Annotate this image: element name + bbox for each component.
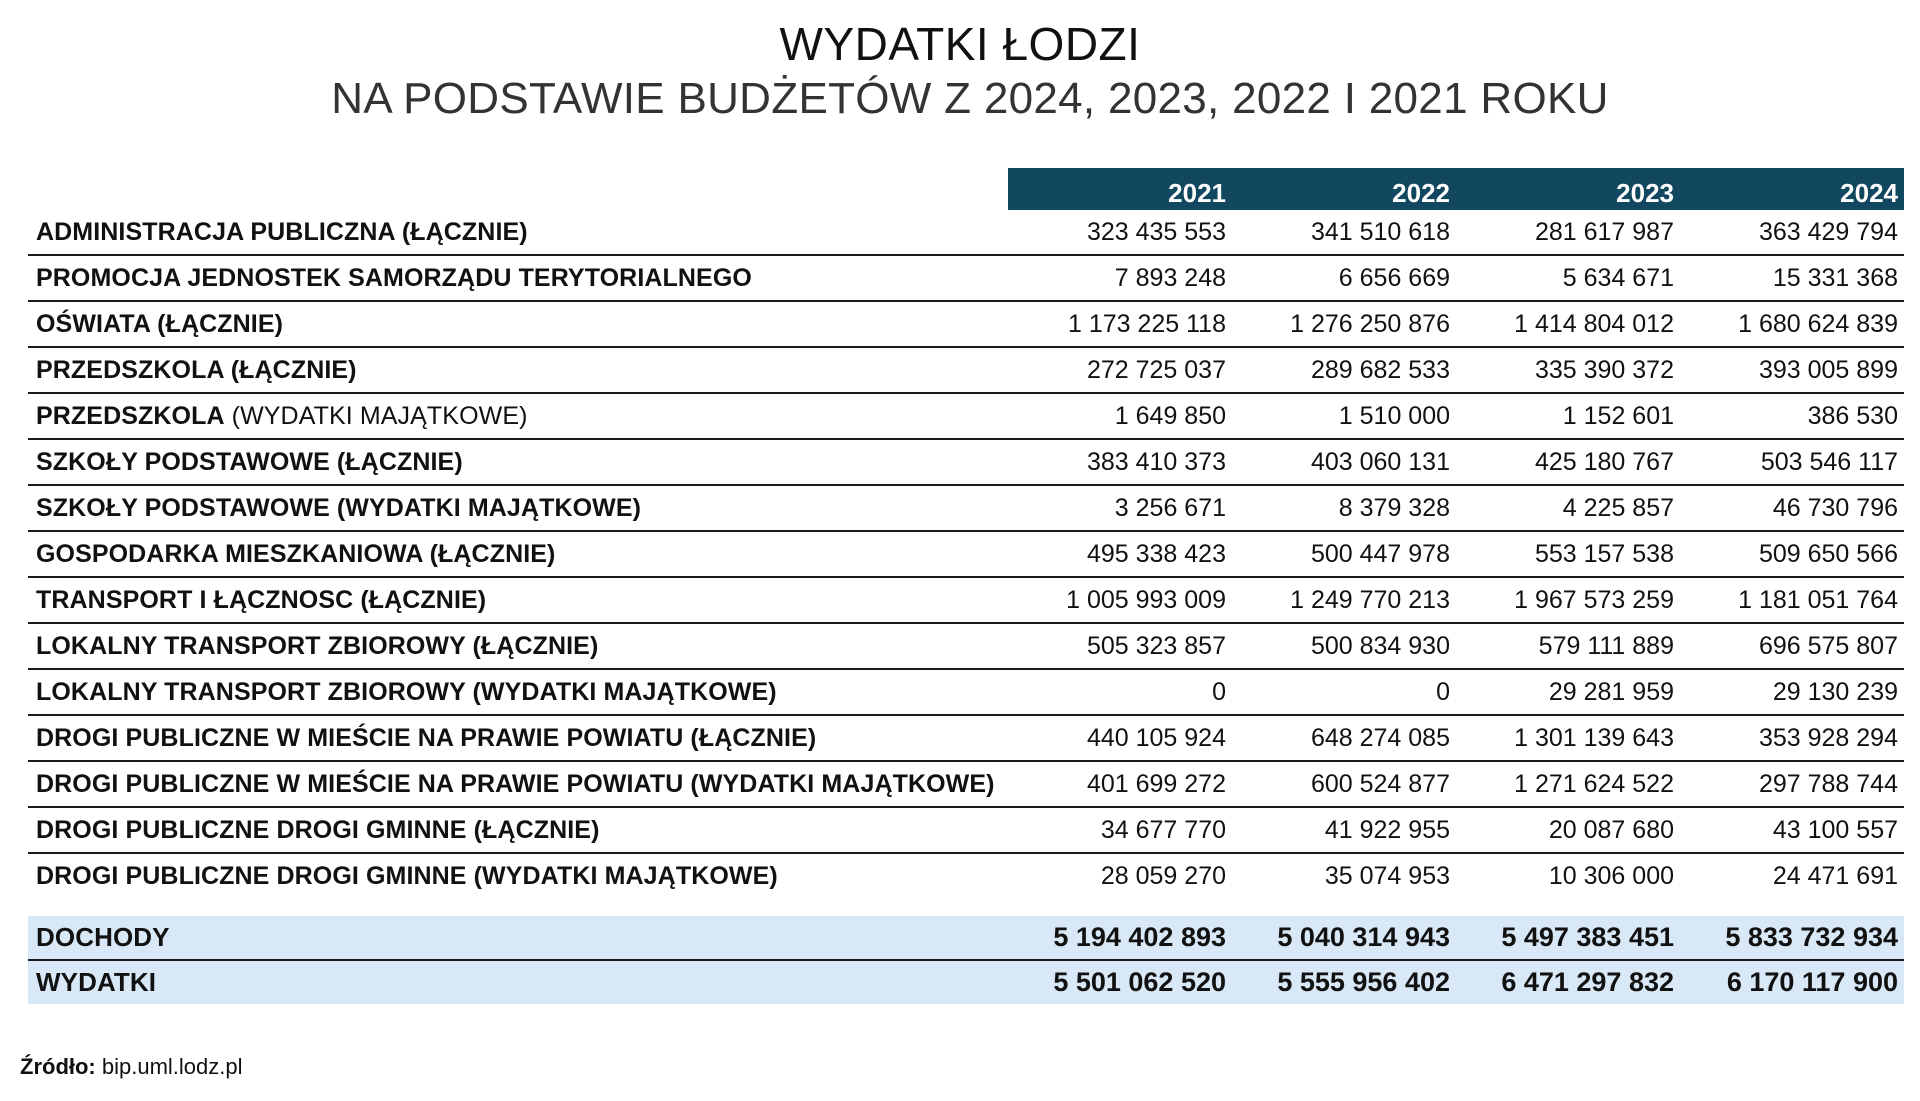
row-label xyxy=(28,356,1008,385)
row-value: 579 111 889 xyxy=(1538,631,1674,660)
row-value: 363 429 794 xyxy=(1758,217,1898,246)
row-label xyxy=(28,632,1008,661)
year-header-bar xyxy=(1008,168,1904,210)
row-value: 600 524 877 xyxy=(1310,769,1450,798)
row-value: 323 435 553 xyxy=(1086,217,1226,246)
row-value: 4 225 857 xyxy=(1562,493,1674,522)
summary-label: WYDATKI xyxy=(36,967,157,997)
table-row xyxy=(28,210,1904,256)
row-label xyxy=(28,402,1008,431)
row-label-main: LOKALNY TRANSPORT ZBIOROWY (ŁĄCZNIE) xyxy=(36,631,599,660)
summary-value: 5 833 732 934 xyxy=(1725,922,1898,952)
row-value: 3 256 671 xyxy=(1114,493,1226,522)
row-value: 335 390 372 xyxy=(1534,355,1674,384)
year-header: 2024 xyxy=(1840,177,1898,208)
table-body xyxy=(28,210,1904,898)
row-value: 1 005 993 009 xyxy=(1066,585,1226,614)
row-label-main: ADMINISTRACJA PUBLICZNA (ŁĄCZNIE) xyxy=(36,217,528,246)
table-row xyxy=(28,486,1904,532)
table-row xyxy=(28,670,1904,716)
row-value: 1 152 601 xyxy=(1562,401,1674,430)
row-value: 1 649 850 xyxy=(1114,401,1226,430)
table-row xyxy=(28,624,1904,670)
row-value: 41 922 955 xyxy=(1324,815,1450,844)
row-value: 553 157 538 xyxy=(1534,539,1674,568)
row-label-main: PROMOCJA JEDNOSTEK SAMORZĄDU TERYTORIALNEGO xyxy=(36,263,752,292)
row-value: 403 060 131 xyxy=(1310,447,1450,476)
summary-value: 5 040 314 943 xyxy=(1277,922,1450,952)
row-value: 5 634 671 xyxy=(1562,263,1674,292)
row-label xyxy=(28,448,1008,477)
summary-value: 6 471 297 832 xyxy=(1501,967,1674,997)
row-value: 34 677 770 xyxy=(1100,815,1226,844)
expenses-table xyxy=(28,168,1904,898)
row-value: 289 682 533 xyxy=(1310,355,1450,384)
row-value: 1 680 624 839 xyxy=(1738,309,1898,338)
row-value: 1 967 573 259 xyxy=(1514,585,1674,614)
row-value: 6 656 669 xyxy=(1338,263,1450,292)
table-row xyxy=(28,440,1904,486)
row-value: 648 274 085 xyxy=(1310,723,1450,752)
row-label-main: PRZEDSZKOLA (ŁĄCZNIE) xyxy=(36,355,357,384)
row-value: 46 730 796 xyxy=(1772,493,1898,522)
row-label xyxy=(28,264,1008,293)
summary-value: 5 497 383 451 xyxy=(1501,922,1674,952)
source-value: bip.uml.lodz.pl xyxy=(95,1054,243,1079)
row-value: 28 059 270 xyxy=(1100,861,1226,890)
row-value: 35 074 953 xyxy=(1324,861,1450,890)
row-value: 281 617 987 xyxy=(1534,217,1674,246)
row-value: 440 105 924 xyxy=(1086,723,1226,752)
row-label xyxy=(28,724,1008,753)
row-label-main: SZKOŁY PODSTAWOWE (ŁĄCZNIE) xyxy=(36,447,463,476)
row-label-main: OŚWIATA (ŁĄCZNIE) xyxy=(36,309,284,338)
table-header xyxy=(28,168,1904,210)
summary-row-dochody xyxy=(28,916,1904,961)
table-row xyxy=(28,578,1904,624)
chart-subtitle: NA PODSTAWIE BUDŻETÓW Z 2024, 2023, 2022 I 2021 ROKU xyxy=(331,74,1609,123)
row-value: 8 379 328 xyxy=(1338,493,1450,522)
row-value: 0 xyxy=(1212,677,1226,706)
summary-value: 5 194 402 893 xyxy=(1053,922,1226,952)
row-label xyxy=(28,678,1008,707)
table-row xyxy=(28,808,1904,854)
row-label-main: SZKOŁY PODSTAWOWE (WYDATKI MAJĄTKOWE) xyxy=(36,493,642,522)
row-value: 509 650 566 xyxy=(1758,539,1898,568)
row-label-main: TRANSPORT I ŁĄCZNOSC (ŁĄCZNIE) xyxy=(36,585,487,614)
row-label xyxy=(28,310,1008,339)
row-label xyxy=(28,862,1008,891)
row-value: 500 447 978 xyxy=(1310,539,1450,568)
row-value: 43 100 557 xyxy=(1772,815,1898,844)
summary-block xyxy=(28,916,1904,1004)
row-label-main: LOKALNY TRANSPORT ZBIOROWY (WYDATKI MAJĄTKOWE) xyxy=(36,677,777,706)
summary-value: 5 501 062 520 xyxy=(1053,967,1226,997)
row-label xyxy=(28,218,1008,247)
row-label xyxy=(28,586,1008,615)
table-row xyxy=(28,532,1904,578)
row-value: 1 414 804 012 xyxy=(1514,309,1674,338)
row-value: 24 471 691 xyxy=(1772,861,1898,890)
table-row xyxy=(28,394,1904,440)
row-label-main: PRZEDSZKOLA xyxy=(36,401,225,430)
row-label-main: DROGI PUBLICZNE DROGI GMINNE (WYDATKI MAJĄTKOWE) xyxy=(36,861,778,890)
row-label xyxy=(28,770,1008,799)
row-value: 29 130 239 xyxy=(1772,677,1898,706)
year-header: 2021 xyxy=(1168,177,1226,208)
row-label xyxy=(28,540,1008,569)
row-label-main: DROGI PUBLICZNE DROGI GMINNE (ŁĄCZNIE) xyxy=(36,815,600,844)
row-value: 1 510 000 xyxy=(1338,401,1450,430)
row-value: 15 331 368 xyxy=(1772,263,1898,292)
table-row xyxy=(28,302,1904,348)
row-label-main: DROGI PUBLICZNE W MIEŚCIE NA PRAWIE POWIATU (ŁĄCZNIE) xyxy=(36,723,817,752)
row-value: 503 546 117 xyxy=(1760,447,1898,476)
row-value: 383 410 373 xyxy=(1086,447,1226,476)
row-value: 29 281 959 xyxy=(1548,677,1674,706)
row-value: 353 928 294 xyxy=(1758,723,1898,752)
row-value: 0 xyxy=(1436,677,1450,706)
row-value: 10 306 000 xyxy=(1548,861,1674,890)
table-row xyxy=(28,716,1904,762)
row-value: 425 180 767 xyxy=(1534,447,1674,476)
table-row xyxy=(28,854,1904,898)
row-value: 1 301 139 643 xyxy=(1514,723,1674,752)
row-value: 1 249 770 213 xyxy=(1290,585,1450,614)
row-value: 505 323 857 xyxy=(1086,631,1226,660)
year-header: 2022 xyxy=(1392,177,1450,208)
row-value: 272 725 037 xyxy=(1086,355,1226,384)
row-value: 1 276 250 876 xyxy=(1290,309,1450,338)
row-label xyxy=(28,816,1008,845)
row-label-main: DROGI PUBLICZNE W MIEŚCIE NA PRAWIE POWIATU (WYDATKI MAJĄTKOWE) xyxy=(36,769,995,798)
summary-label: DOCHODY xyxy=(36,922,170,952)
summary-row-wydatki xyxy=(28,961,1904,1004)
table-row xyxy=(28,762,1904,808)
row-value: 386 530 xyxy=(1807,401,1898,430)
row-value: 20 087 680 xyxy=(1548,815,1674,844)
chart-title: WYDATKI ŁODZI xyxy=(779,18,1141,70)
row-value: 500 834 930 xyxy=(1310,631,1450,660)
summary-value: 5 555 956 402 xyxy=(1277,967,1450,997)
row-value: 1 173 225 118 xyxy=(1067,309,1226,338)
row-value: 341 510 618 xyxy=(1310,217,1450,246)
table-row xyxy=(28,348,1904,394)
row-label-main: GOSPODARKA MIESZKANIOWA (ŁĄCZNIE) xyxy=(36,539,556,568)
row-value: 1 271 624 522 xyxy=(1514,769,1674,798)
row-label xyxy=(28,494,1008,523)
summary-value: 6 170 117 900 xyxy=(1726,967,1898,997)
row-value: 495 338 423 xyxy=(1086,539,1226,568)
row-value: 696 575 807 xyxy=(1758,631,1898,660)
row-value: 297 788 744 xyxy=(1758,769,1898,798)
row-value: 393 005 899 xyxy=(1758,355,1898,384)
row-label-sub: (WYDATKI MAJĄTKOWE) xyxy=(224,401,528,430)
year-header: 2023 xyxy=(1616,177,1674,208)
row-value: 1 181 051 764 xyxy=(1738,585,1898,614)
source-label: Źródło: xyxy=(20,1054,96,1079)
row-value: 7 893 248 xyxy=(1114,263,1226,292)
source-note xyxy=(20,1054,243,1080)
row-value: 401 699 272 xyxy=(1086,769,1226,798)
table-row xyxy=(28,256,1904,302)
